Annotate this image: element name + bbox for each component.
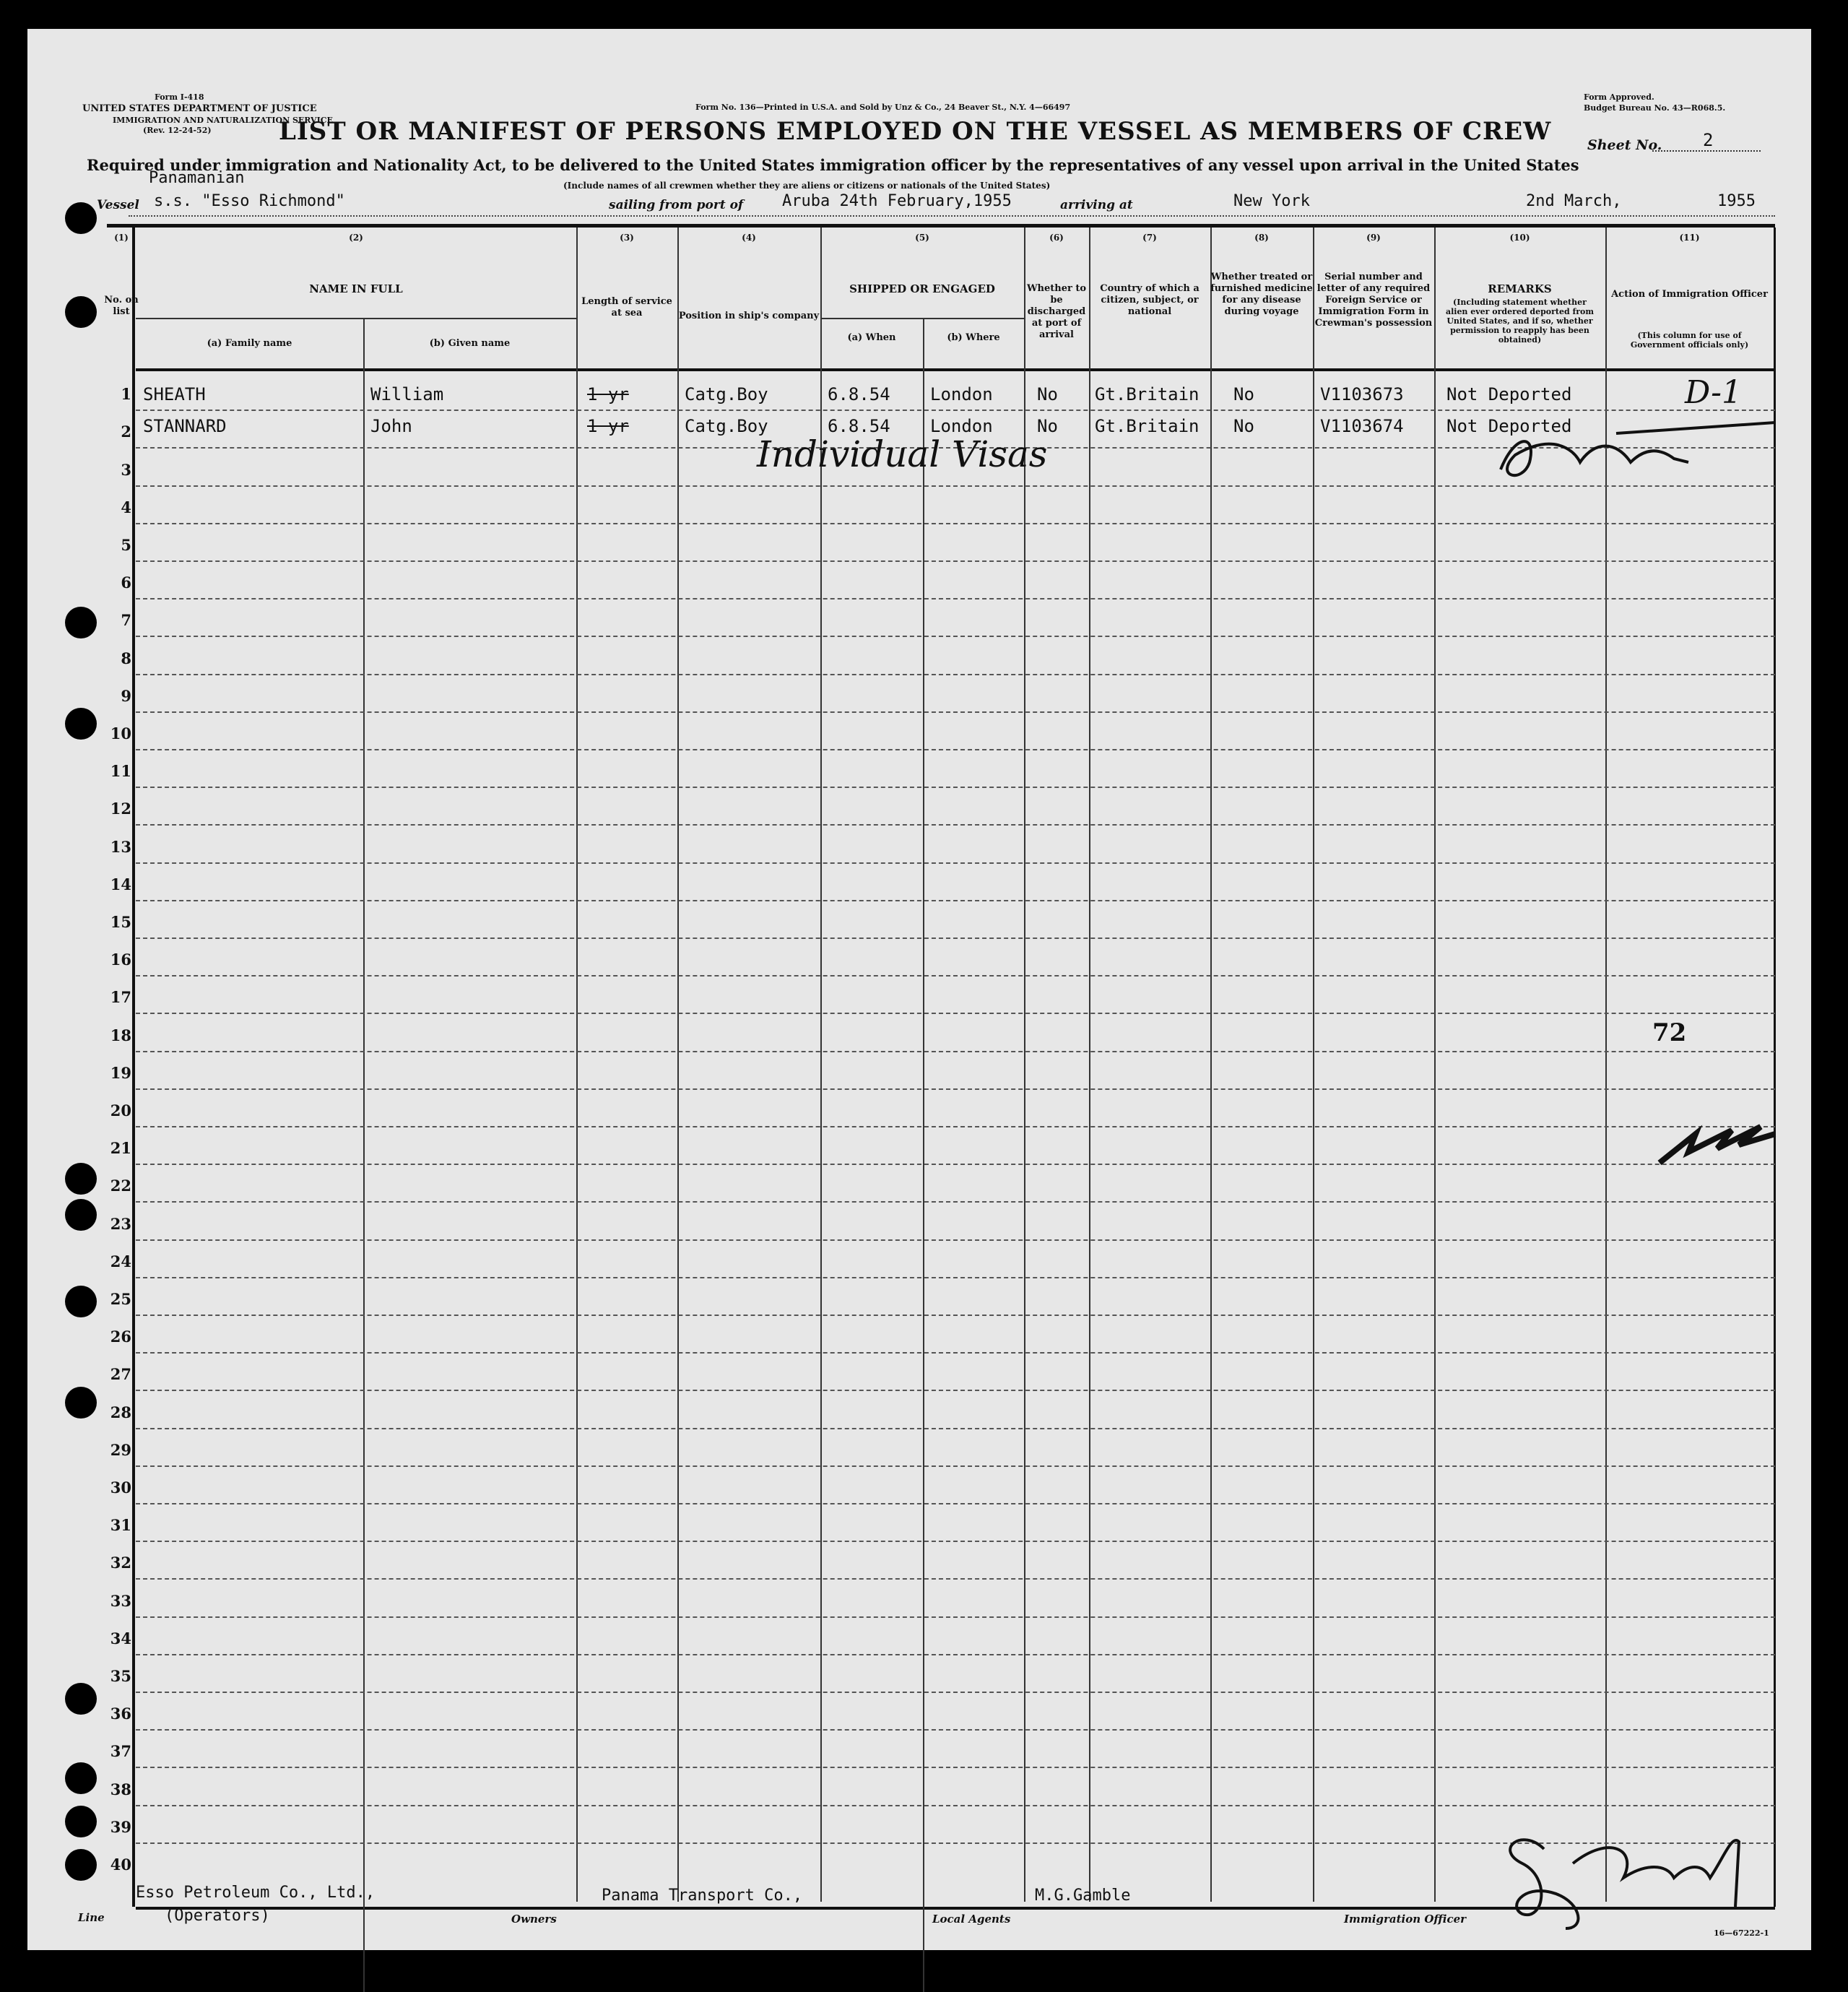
- row-number: 35: [110, 1667, 131, 1685]
- row-line: [136, 1428, 1775, 1429]
- row2-family-name: STANNARD: [143, 416, 227, 436]
- sheet-line: [1652, 150, 1761, 152]
- col-divider-given: [363, 318, 365, 1992]
- row-number: 36: [110, 1705, 131, 1723]
- row-line: [136, 1503, 1775, 1504]
- row-number: 15: [110, 913, 131, 931]
- row1-when: 6.8.54: [828, 384, 890, 404]
- header-shipped-or-engaged: SHIPPED OR ENGAGED: [849, 282, 995, 295]
- vessel-name: s.s. "Esso Richmond": [154, 192, 345, 210]
- form-approved: Form Approved.: [1584, 92, 1654, 102]
- row-number: 16: [110, 950, 131, 969]
- revision: (Rev. 12-24-52): [143, 126, 212, 135]
- vessel-line-rule: [129, 215, 1775, 217]
- row1-position: Catg.Boy: [685, 384, 768, 404]
- header-remarks: REMARKS: [1488, 282, 1552, 295]
- sailing-label: sailing from port of: [609, 198, 744, 212]
- row-number: 1: [121, 385, 131, 403]
- arrival-year: 1955: [1717, 192, 1756, 210]
- row1-given-name: William: [370, 384, 444, 404]
- row-number: 17: [110, 988, 131, 1006]
- row-line: [136, 1767, 1775, 1768]
- row-line: [136, 674, 1775, 675]
- row1-country: Gt.Britain: [1095, 384, 1200, 404]
- colnum-9: (9): [1366, 233, 1381, 243]
- row-number: 29: [110, 1441, 131, 1459]
- row-line: [136, 1654, 1775, 1655]
- row-line: [136, 560, 1775, 562]
- row2-position: Catg.Boy: [685, 416, 768, 436]
- punch-hole: [65, 708, 97, 740]
- include-note: (Include names of all crewmen whether they are aliens or citizens or nationals of the United States): [563, 181, 1051, 191]
- col-divider-3: [576, 228, 578, 1902]
- punch-hole: [65, 1762, 97, 1794]
- punch-hole: [65, 1387, 97, 1419]
- row-number: 4: [121, 498, 131, 516]
- colnum-3: (3): [620, 233, 634, 243]
- row-number: 27: [110, 1365, 131, 1383]
- colnum-6: (6): [1049, 233, 1064, 243]
- row1-length-of-service: 1 yr: [587, 384, 629, 404]
- row-line: [136, 937, 1775, 939]
- scribble-mark: [1652, 1120, 1797, 1170]
- sailing-port-date: Aruba 24th February,1955: [782, 192, 1012, 210]
- handwritten-note: Individual Visas: [757, 433, 1048, 475]
- colnum-7: (7): [1142, 233, 1157, 243]
- form-number: Form I-418: [155, 92, 204, 102]
- row-number: 37: [110, 1742, 131, 1760]
- row-number: 5: [121, 536, 131, 554]
- arriving-port: New York: [1233, 192, 1310, 210]
- row-line: [136, 1616, 1775, 1618]
- row-number: 25: [110, 1290, 131, 1308]
- line-label: Line: [78, 1911, 105, 1924]
- row1-immigration-action: D-1: [1685, 374, 1742, 411]
- row-number: 13: [110, 838, 131, 856]
- row-number: 11: [110, 762, 131, 780]
- row-number: 26: [110, 1328, 131, 1346]
- header-family-name: (a) Family name: [207, 338, 292, 349]
- row-number: 10: [110, 724, 131, 742]
- row-number: 30: [110, 1478, 131, 1497]
- header-bottom-rule: [136, 368, 1775, 371]
- row-line: [136, 636, 1775, 637]
- local-agents-label: Local Agents: [932, 1913, 1011, 1926]
- row-line: [136, 598, 1775, 599]
- row-number: 22: [110, 1177, 131, 1195]
- row-line: [136, 1126, 1775, 1127]
- row-line: [136, 1051, 1775, 1052]
- row1-family-name: SHEATH: [143, 384, 206, 404]
- row-line: [136, 1729, 1775, 1731]
- owners-label: Owners: [511, 1913, 557, 1926]
- arrival-date: 2nd March,: [1526, 192, 1622, 210]
- col-divider-5b: [923, 318, 924, 1992]
- header-when: (a) When: [847, 332, 896, 343]
- row-line: [136, 1013, 1775, 1014]
- colnum-11: (11): [1679, 233, 1700, 243]
- header-serial-number: Serial number and letter of any required Foreign Service or Immigration Form in Crewman's possession: [1314, 272, 1433, 329]
- row-line: [136, 862, 1775, 864]
- budget-bureau: Budget Bureau No. 43—R068.5.: [1584, 103, 1726, 113]
- immigration-officer-label: Immigration Officer: [1344, 1913, 1467, 1926]
- row-number: 28: [110, 1403, 131, 1421]
- row-line: [136, 900, 1775, 901]
- row1-medicine: No: [1233, 384, 1254, 404]
- header-length-of-service: Length of service at sea: [581, 296, 672, 319]
- row-number: 3: [121, 461, 131, 479]
- header-position: Position in ship's company: [678, 311, 820, 321]
- immigration-officer-signature: [1479, 1820, 1782, 1943]
- row-number: 33: [110, 1592, 131, 1610]
- row-number: 9: [121, 687, 131, 705]
- row-number: 19: [110, 1064, 131, 1082]
- header-discharged: Whether to be discharged at port of arrival: [1026, 283, 1087, 340]
- punch-hole: [65, 1286, 97, 1317]
- row-line: [136, 1352, 1775, 1354]
- colnum-10: (10): [1509, 233, 1530, 243]
- row-line: [136, 1390, 1775, 1391]
- page-title: LIST OR MANIFEST OF PERSONS EMPLOYED ON THE VESSEL AS MEMBERS OF CREW: [279, 117, 1552, 146]
- row-line: [136, 1805, 1775, 1806]
- row2-given-name: John: [370, 416, 412, 436]
- header-where: (b) Where: [947, 332, 1000, 343]
- header-given-name: (b) Given name: [429, 338, 511, 349]
- department: UNITED STATES DEPARTMENT OF JUSTICE: [82, 103, 317, 114]
- owners-name: Panama Transport Co.,: [602, 1887, 803, 1905]
- row-number: 32: [110, 1554, 131, 1572]
- col-divider-8: [1210, 228, 1212, 1902]
- punch-hole: [65, 607, 97, 638]
- footer-form-code: 16—67222-1: [1714, 1928, 1769, 1938]
- row-line: [136, 1164, 1775, 1165]
- row2-discharged: No: [1037, 416, 1058, 436]
- line-role: (Operators): [165, 1907, 270, 1925]
- row1-discharged: No: [1037, 384, 1058, 404]
- col-divider-9: [1313, 228, 1314, 1902]
- row2-serial: V1103674: [1320, 416, 1404, 436]
- row-number: 23: [110, 1215, 131, 1233]
- header-immigration-note: (This column for use of Government officials only): [1630, 331, 1749, 350]
- arriving-label: arriving at: [1060, 198, 1133, 212]
- row1-where: London: [930, 384, 993, 404]
- row-line: [136, 1201, 1775, 1203]
- requirement-text: Required under immigration and Nationality Act, to be delivered to the United States immigration officer by the representatives of any vessel upon arrival in the United States: [87, 156, 1579, 174]
- row-number: 14: [110, 875, 131, 893]
- row-number: 20: [110, 1101, 131, 1120]
- row-line: [136, 787, 1775, 788]
- table-top-rule: [107, 224, 1775, 228]
- signature-mark-top: [1472, 419, 1790, 491]
- row-line: [136, 523, 1775, 524]
- row1-serial: V1103673: [1320, 384, 1404, 404]
- row2-length-of-service: 1 yr: [587, 416, 629, 436]
- row-number: 38: [110, 1780, 131, 1798]
- row-line: [136, 1692, 1775, 1693]
- row-number: 40: [110, 1855, 131, 1874]
- row-number: 31: [110, 1516, 131, 1534]
- punch-hole: [65, 1849, 97, 1881]
- line-company: Esso Petroleum Co., Ltd.,: [136, 1884, 376, 1902]
- row-line: [136, 410, 1775, 411]
- flag: Panamanian: [149, 169, 245, 187]
- name-subheader-rule: [136, 318, 576, 319]
- punch-hole: [65, 1683, 97, 1715]
- shipped-subheader-rule: [820, 318, 1024, 319]
- local-agents-name: M.G.Gamble: [1035, 1887, 1131, 1905]
- header-immigration-action: Action of Immigration Officer: [1611, 289, 1768, 300]
- row2-when: 6.8.54: [828, 416, 890, 436]
- col-divider-7: [1089, 228, 1090, 1902]
- punch-hole: [65, 1199, 97, 1231]
- row-line: [136, 1315, 1775, 1316]
- row-number: 18: [110, 1026, 131, 1044]
- row2-country: Gt.Britain: [1095, 416, 1200, 436]
- row-number: 34: [110, 1629, 131, 1647]
- col-divider-4: [677, 228, 679, 1902]
- margin-number: 72: [1652, 1018, 1687, 1047]
- col-divider-6: [1024, 228, 1025, 1902]
- row2-remarks: Not Deported: [1446, 416, 1572, 436]
- printer-note: Form No. 136—Printed in U.S.A. and Sold by Unz & Co., 24 Beaver St., N.Y. 4—66497: [695, 103, 1071, 112]
- manifest-page: [27, 29, 1811, 1950]
- header-country: Country of which a citizen, subject, or national: [1100, 283, 1200, 317]
- row-line: [136, 1465, 1775, 1467]
- row-line: [136, 1541, 1775, 1542]
- row-number: 12: [110, 800, 131, 818]
- punch-hole: [65, 202, 97, 234]
- punch-hole: [65, 1163, 97, 1195]
- row-line: [136, 711, 1775, 713]
- left-border: [132, 228, 135, 1907]
- row-line: [136, 1239, 1775, 1241]
- col-divider-5: [820, 228, 822, 1902]
- row-line: [136, 749, 1775, 750]
- service: IMMIGRATION AND NATURALIZATION SERVICE: [113, 116, 333, 125]
- row-line: [136, 1578, 1775, 1580]
- colnum-8: (8): [1254, 233, 1269, 243]
- row-number: 21: [110, 1139, 131, 1157]
- header-remarks-note: (Including statement whether alien ever ordered deported from United States, and if so, whether permission to reapply has been obtained): [1445, 298, 1595, 345]
- row-line: [136, 975, 1775, 976]
- colnum-1: (1): [114, 233, 129, 243]
- col-divider-10: [1434, 228, 1436, 1902]
- vessel-label: Vessel: [97, 198, 139, 212]
- row-line: [136, 1277, 1775, 1278]
- colnum-2: (2): [349, 233, 363, 243]
- colnum-5: (5): [915, 233, 929, 243]
- row-line: [136, 1088, 1775, 1090]
- row2-where: London: [930, 416, 993, 436]
- row-number: 24: [110, 1252, 131, 1270]
- row1-remarks: Not Deported: [1446, 384, 1572, 404]
- row-number: 7: [121, 611, 131, 629]
- header-name-in-full: NAME IN FULL: [309, 282, 403, 295]
- row-line: [136, 824, 1775, 826]
- header-medicine: Whether treated or furnished medicine for any disease during voyage: [1210, 272, 1313, 317]
- row2-medicine: No: [1233, 416, 1254, 436]
- punch-hole: [65, 1806, 97, 1837]
- punch-hole: [65, 296, 97, 328]
- row-number: 39: [110, 1818, 131, 1836]
- row-number: 2: [121, 423, 131, 441]
- header-no-on-list: No. on list: [104, 295, 139, 317]
- row-number: 6: [121, 573, 131, 592]
- sheet-label: Sheet No.: [1587, 137, 1662, 153]
- sheet-number: 2: [1703, 130, 1714, 150]
- row-number: 8: [121, 649, 131, 667]
- colnum-4: (4): [742, 233, 756, 243]
